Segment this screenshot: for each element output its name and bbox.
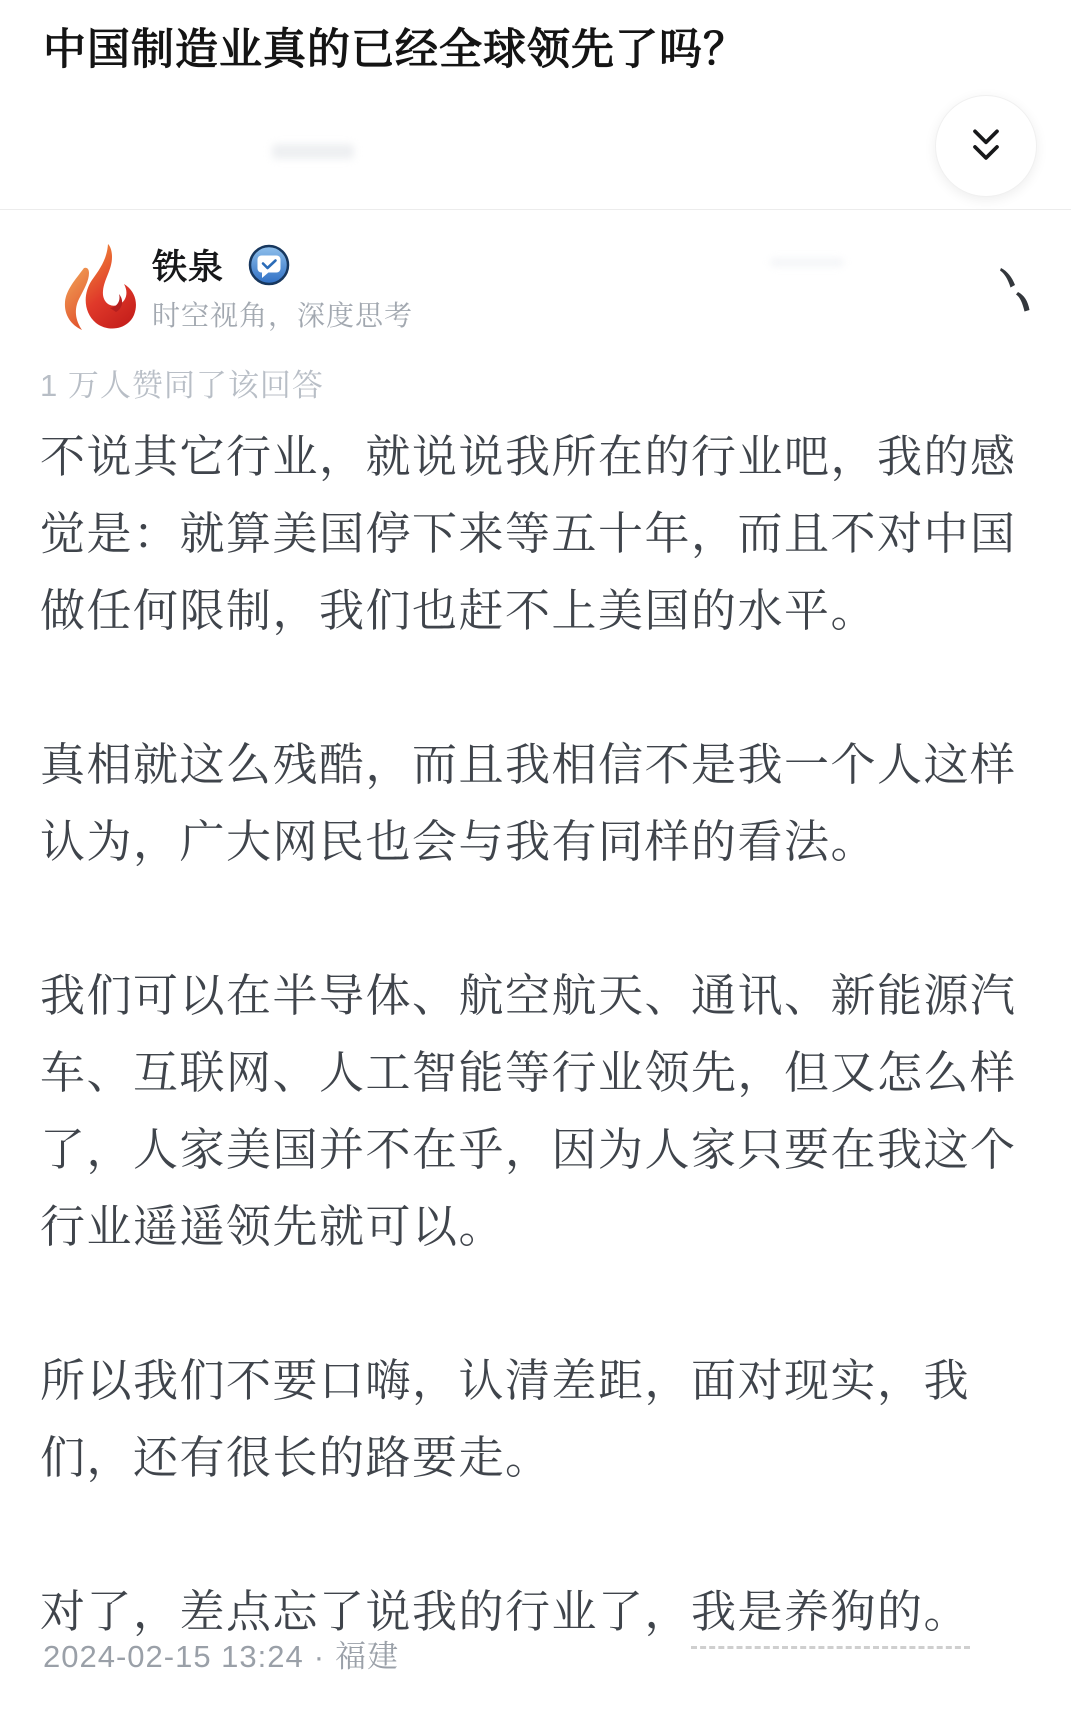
chevron-double-down-icon: [967, 124, 1005, 168]
flame-right: [86, 244, 136, 329]
answer-paragraph: 我们可以在半导体、航空航天、通讯、新能源汽车、互联网、人工智能等行业领先，但又怎么样了，人家美国并不在乎，因为人家只要在我这个行业遥遥领先就可以。: [40, 970, 1017, 1252]
answer-paragraph: 所以我们不要口嗨，认清差距，面对现实，我们，还有很长的路要走。: [40, 1355, 971, 1483]
answer-meta: [43, 1631, 409, 1676]
divider: [0, 209, 1071, 210]
closing-highlighted: 我是养狗的。: [691, 1586, 970, 1649]
avatar[interactable]: [50, 238, 140, 338]
answer-paragraph: 真相就这么残酷，而且我相信不是我一个人这样认为，广大网民也会与我有同样的看法。: [40, 739, 1017, 867]
pen-stroke-marks: [998, 266, 1038, 316]
upvote-count: 1 万人赞同了该回答: [40, 368, 324, 403]
meta-separator: ·: [313, 1639, 326, 1674]
verified-badge-icon[interactable]: [248, 244, 290, 286]
question-title: 中国制造业真的已经全球领先了吗？: [43, 26, 747, 74]
author-bio: 时空视角，深度思考: [152, 300, 414, 331]
blurred-tag: [272, 144, 354, 159]
collapse-button[interactable]: [935, 95, 1037, 197]
answer-location: 福建: [335, 1639, 400, 1674]
answer-body: [40, 418, 1035, 1650]
blurred-fragment: [770, 259, 844, 266]
answer-paragraph: 不说其它行业，就说说我所在的行业吧，我的感觉是：就算美国停下来等五十年，而且不对中国做任何限制，我们也赶不上美国的水平。: [40, 431, 1017, 636]
closing-prefix: 对了，差点忘了说我的行业了，: [40, 1586, 692, 1637]
author-name[interactable]: 铁泉: [152, 248, 225, 287]
flame-left: [65, 268, 89, 330]
answer-datetime: 2024-02-15 13:24: [43, 1639, 304, 1674]
